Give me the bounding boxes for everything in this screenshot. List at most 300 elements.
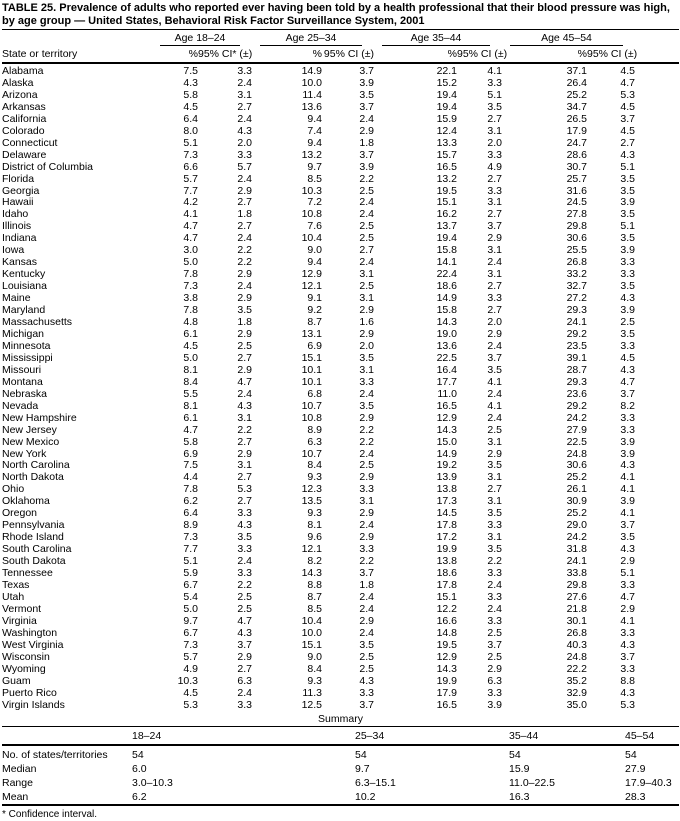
value-cell: 6.3 (307, 435, 322, 448)
value-cell: 3.1 (359, 495, 374, 508)
value-cell: 3.5 (237, 531, 252, 544)
state-name: Washington (2, 626, 58, 639)
summary-value-cell: 54 (132, 749, 144, 762)
value-cell: 3.7 (359, 100, 374, 113)
value-cell: 2.4 (237, 555, 252, 568)
summary-rows (2, 745, 679, 805)
value-cell: 2.5 (487, 626, 502, 639)
value-cell: 4.1 (620, 614, 635, 627)
value-cell: 14.3 (301, 567, 322, 580)
value-cell: 1.8 (237, 316, 252, 329)
value-cell: 15.1 (436, 196, 457, 209)
spacer-cell (635, 508, 679, 520)
state-name: Vermont (2, 602, 42, 615)
summary-col-header: 45–54 (625, 727, 679, 746)
value-cell: 24.1 (566, 555, 587, 568)
value-cell: 6.3 (487, 674, 502, 687)
state-name: Idaho (2, 208, 29, 221)
value-cell: 7.3 (183, 531, 198, 544)
value-cell: 4.3 (237, 626, 252, 639)
value-cell: 11.4 (302, 88, 322, 101)
value-cell: 19.5 (436, 638, 457, 651)
spacer-cell (635, 532, 679, 544)
value-cell: 26.1 (566, 483, 587, 496)
value-cell: 2.4 (359, 626, 374, 639)
table-row (2, 150, 679, 162)
value-cell: 5.4 (183, 590, 198, 603)
summary-value-cell: 9.7 (355, 763, 370, 776)
value-cell: 2.7 (237, 351, 252, 364)
value-cell: 2.4 (237, 76, 252, 89)
value-cell: 2.9 (487, 327, 502, 340)
value-cell: 3.1 (237, 88, 252, 101)
state-name: Wyoming (2, 662, 46, 675)
table-row (2, 688, 679, 700)
value-cell: 2.5 (359, 650, 374, 663)
value-cell: 4.7 (620, 590, 635, 603)
value-cell: 5.1 (487, 88, 502, 101)
value-cell: 3.3 (359, 686, 374, 699)
value-cell: 4.5 (620, 65, 635, 77)
spacer-cell (635, 413, 679, 425)
spacer-cell (635, 221, 679, 233)
state-name: Kentucky (2, 268, 46, 281)
value-cell: 6.7 (183, 578, 198, 591)
value-cell: 3.9 (620, 495, 635, 508)
value-cell: 5.8 (183, 435, 198, 448)
value-cell: 2.7 (487, 483, 502, 496)
spacer-cell (635, 460, 679, 472)
value-cell: 4.3 (620, 148, 635, 161)
value-cell: 6.2 (183, 495, 198, 508)
value-cell: 3.9 (359, 76, 374, 89)
value-cell: 4.1 (620, 483, 635, 496)
value-cell: 14.1 (436, 256, 457, 269)
state-name: Oregon (2, 507, 38, 520)
value-cell: 4.1 (487, 399, 502, 412)
value-cell: 2.4 (237, 232, 252, 245)
spacer-cell (635, 102, 679, 114)
value-cell: 5.0 (183, 351, 198, 364)
value-cell: 2.9 (237, 327, 252, 340)
value-cell: 25.2 (566, 88, 587, 101)
value-cell: 2.2 (359, 555, 374, 568)
value-cell: 10.0 (301, 76, 322, 89)
value-cell: 12.9 (301, 268, 322, 281)
value-cell: 2.4 (487, 602, 502, 615)
value-cell: 16.5 (436, 160, 457, 173)
value-cell: 4.7 (183, 423, 198, 436)
value-cell: 9.3 (307, 674, 322, 687)
value-cell: 15.1 (301, 638, 322, 651)
value-cell: 4.5 (620, 100, 635, 113)
spacer-cell (635, 604, 679, 616)
value-cell: 2.4 (487, 578, 502, 591)
value-cell: 2.0 (487, 316, 502, 329)
value-cell: 3.3 (487, 292, 502, 305)
value-cell: 6.1 (183, 411, 198, 424)
value-cell: 29.3 (566, 304, 587, 317)
summary-value-cell: 3.0–10.3 (132, 777, 173, 790)
table-title: TABLE 25. Prevalence of adults who reported ever having been told by a health professional that their blood pressure was high, by age group — United States, Behavioral Risk Factor Surveillance System, 2001 (2, 2, 670, 27)
value-cell: 5.0 (183, 256, 198, 269)
value-cell: 17.3 (436, 495, 457, 508)
value-cell: 27.2 (566, 292, 587, 305)
value-cell: 2.9 (359, 411, 374, 424)
value-cell: 19.4 (436, 232, 457, 245)
value-cell: 14.9 (301, 65, 322, 77)
spacer-cell (635, 150, 679, 162)
value-cell: 2.9 (359, 614, 374, 627)
value-cell: 3.7 (487, 220, 502, 233)
spacer-cell (635, 30, 679, 47)
value-cell: 6.1 (183, 327, 198, 340)
percent-column-header: % (252, 46, 322, 63)
value-cell: 3.9 (620, 196, 635, 209)
value-cell: 32.9 (566, 686, 587, 699)
value-cell: 3.9 (620, 244, 635, 257)
value-cell: 9.4 (307, 256, 322, 269)
age-group-label: Age 35–44 (382, 32, 490, 46)
state-name: Rhode Island (2, 531, 64, 544)
value-cell: 5.3 (237, 483, 252, 496)
value-cell: 3.5 (620, 208, 635, 221)
state-name: New Mexico (2, 435, 60, 448)
value-cell: 3.3 (237, 567, 252, 580)
value-cell: 25.7 (566, 172, 587, 185)
value-cell: 3.9 (620, 304, 635, 317)
value-cell: 29.3 (566, 375, 587, 388)
table-row (2, 126, 679, 138)
value-cell: 2.9 (359, 304, 374, 317)
value-cell: 3.1 (487, 244, 502, 257)
value-cell: 5.0 (183, 602, 198, 615)
state-name: Oklahoma (2, 495, 50, 508)
value-cell: 3.3 (620, 268, 635, 281)
value-cell: 32.7 (566, 280, 587, 293)
value-cell: 3.3 (487, 614, 502, 627)
value-cell: 13.8 (436, 555, 457, 568)
value-cell: 9.1 (307, 292, 322, 305)
value-cell: 9.7 (183, 614, 198, 627)
state-name: South Carolina (2, 543, 72, 556)
table-row (2, 174, 679, 186)
value-cell: 33.2 (566, 268, 587, 281)
value-cell: 2.5 (359, 459, 374, 472)
spacer-cell (635, 114, 679, 126)
value-cell: 13.5 (301, 495, 322, 508)
spacer-cell (635, 341, 679, 353)
value-cell: 13.3 (436, 136, 457, 149)
ci-column-header: 95% CI (±) (457, 46, 502, 63)
summary-row-label: Mean (2, 791, 29, 804)
value-cell: 9.0 (307, 650, 322, 663)
value-cell: 10.1 (301, 363, 322, 376)
value-cell: 28.7 (566, 363, 587, 376)
value-cell: 5.3 (183, 698, 198, 711)
value-cell: 2.4 (359, 519, 374, 532)
value-cell: 2.9 (237, 268, 252, 281)
value-cell: 12.9 (436, 650, 457, 663)
value-cell: 4.3 (237, 399, 252, 412)
percent-column-header: % (502, 46, 587, 63)
value-cell: 9.4 (307, 136, 322, 149)
value-cell: 14.9 (436, 447, 457, 460)
summary-value-cell: 54 (625, 749, 637, 762)
value-cell: 2.7 (487, 112, 502, 125)
state-name: Arkansas (2, 100, 46, 113)
value-cell: 5.1 (620, 160, 635, 173)
value-cell: 14.3 (436, 423, 457, 436)
value-cell: 8.4 (307, 662, 322, 675)
value-cell: 2.9 (487, 662, 502, 675)
value-cell: 19.4 (436, 100, 457, 113)
value-cell: 12.4 (436, 124, 457, 137)
value-cell: 19.2 (436, 459, 457, 472)
value-cell: 3.3 (237, 65, 252, 77)
value-cell: 7.8 (183, 483, 198, 496)
state-name: West Virginia (2, 638, 64, 651)
value-cell: 3.7 (620, 387, 635, 400)
value-cell: 7.3 (183, 148, 198, 161)
value-cell: 25.5 (566, 244, 587, 257)
value-cell: 26.8 (566, 256, 587, 269)
value-cell: 1.6 (359, 316, 374, 329)
value-cell: 5.8 (183, 88, 198, 101)
value-cell: 34.7 (566, 100, 587, 113)
spacer-cell (635, 556, 679, 568)
state-name: California (2, 112, 47, 125)
value-cell: 8.2 (620, 399, 635, 412)
value-cell: 4.7 (237, 614, 252, 627)
value-cell: 19.4 (436, 88, 457, 101)
value-cell: 23.6 (566, 387, 587, 400)
value-cell: 7.2 (307, 196, 322, 209)
value-cell: 25.2 (566, 507, 587, 520)
value-cell: 17.7 (436, 375, 457, 388)
value-cell: 2.4 (359, 447, 374, 460)
table-row (2, 425, 679, 437)
value-cell: 24.8 (566, 650, 587, 663)
value-cell: 2.7 (237, 100, 252, 113)
value-cell: 2.7 (487, 304, 502, 317)
value-cell: 12.3 (301, 483, 322, 496)
state-name: Massachusetts (2, 316, 73, 329)
value-cell: 4.8 (183, 316, 198, 329)
summary-value-cell: 16.3 (509, 791, 530, 804)
value-cell: 2.7 (237, 435, 252, 448)
spacer-cell (635, 652, 679, 664)
value-cell: 2.7 (237, 220, 252, 233)
spacer-cell (635, 174, 679, 186)
value-cell: 4.3 (620, 686, 635, 699)
spacer-cell (635, 257, 679, 269)
spacer-cell (635, 63, 679, 78)
percent-column-header: % (152, 46, 198, 63)
value-cell: 2.4 (237, 112, 252, 125)
value-cell: 9.2 (307, 304, 322, 317)
value-cell: 5.7 (183, 172, 198, 185)
value-cell: 4.4 (183, 471, 198, 484)
value-cell: 3.5 (487, 543, 502, 556)
value-cell: 37.1 (566, 65, 587, 77)
value-cell: 10.3 (177, 674, 198, 687)
value-cell: 17.8 (436, 578, 457, 591)
value-cell: 2.5 (359, 220, 374, 233)
spacer-cell (635, 245, 679, 257)
state-name: Tennessee (2, 567, 53, 580)
value-cell: 2.5 (359, 280, 374, 293)
value-cell: 22.4 (436, 268, 457, 281)
summary-value-cell: 54 (355, 749, 367, 762)
value-cell: 9.4 (307, 112, 322, 125)
state-name: Missouri (2, 363, 42, 376)
state-name: Pennsylvania (2, 519, 65, 532)
value-cell: 13.6 (301, 100, 322, 113)
value-cell: 16.2 (436, 208, 457, 221)
age-group-label: Age 18–24 (160, 32, 240, 46)
summary-row (2, 776, 679, 790)
value-cell: 4.3 (237, 124, 252, 137)
table-row (2, 63, 679, 78)
state-name: North Carolina (2, 459, 70, 472)
value-cell: 17.9 (566, 124, 587, 137)
value-cell: 6.4 (183, 112, 198, 125)
value-cell: 31.8 (566, 543, 587, 556)
value-cell: 4.1 (487, 375, 502, 388)
value-cell: 4.7 (620, 375, 635, 388)
spacer-cell (635, 472, 679, 484)
value-cell: 2.7 (359, 244, 374, 257)
state-name: Indiana (2, 232, 37, 245)
spacer-cell (635, 209, 679, 221)
state-name: Illinois (2, 220, 32, 233)
value-cell: 3.3 (620, 339, 635, 352)
spacer-cell (635, 520, 679, 532)
value-cell: 15.2 (436, 76, 457, 89)
value-cell: 2.9 (237, 292, 252, 305)
spacer-cell (635, 281, 679, 293)
value-cell: 22.1 (436, 65, 457, 77)
table-row (2, 616, 679, 628)
spacer-cell (635, 317, 679, 329)
value-cell: 3.5 (620, 280, 635, 293)
value-cell: 4.3 (620, 363, 635, 376)
state-name: Georgia (2, 184, 40, 197)
value-cell: 1.8 (237, 208, 252, 221)
value-cell: 35.2 (566, 674, 587, 687)
spacer-cell (635, 233, 679, 245)
value-cell: 4.7 (237, 375, 252, 388)
value-cell: 2.2 (359, 435, 374, 448)
spacer-cell (635, 293, 679, 305)
summary-header-row (2, 727, 679, 746)
state-name: Utah (2, 590, 25, 603)
spacer-cell (635, 126, 679, 138)
value-cell: 3.9 (359, 160, 374, 173)
state-name: Florida (2, 172, 35, 185)
spacer-cell (635, 449, 679, 461)
value-cell: 2.7 (487, 208, 502, 221)
value-cell: 5.1 (620, 220, 635, 233)
value-cell: 15.8 (436, 304, 457, 317)
spacer-cell (635, 305, 679, 317)
value-cell: 8.9 (183, 519, 198, 532)
value-cell: 2.9 (620, 602, 635, 615)
value-cell: 2.7 (620, 136, 635, 149)
state-name: Wisconsin (2, 650, 50, 663)
age-group-label: Age 25–34 (260, 32, 362, 46)
state-name: Ohio (2, 483, 25, 496)
footnote: * Confidence interval. (2, 809, 98, 821)
value-cell: 6.6 (183, 160, 198, 173)
spacer-cell (635, 329, 679, 341)
table-row (2, 365, 679, 377)
value-cell: 3.1 (487, 495, 502, 508)
value-cell: 2.0 (359, 339, 374, 352)
state-name: Connecticut (2, 136, 58, 149)
value-cell: 2.5 (237, 602, 252, 615)
summary-value-cell: 6.3–15.1 (355, 777, 396, 790)
value-cell: 2.9 (359, 507, 374, 520)
value-cell: 2.5 (359, 184, 374, 197)
value-cell: 7.8 (183, 268, 198, 281)
percent-column-header: % (374, 46, 457, 63)
table-row (2, 628, 679, 640)
state-name: North Dakota (2, 471, 64, 484)
value-cell: 25.2 (566, 471, 587, 484)
column-header-row (2, 46, 679, 63)
spacer-cell (635, 389, 679, 401)
spacer-cell (635, 401, 679, 413)
value-cell: 7.3 (183, 280, 198, 293)
summary-table (2, 726, 679, 806)
value-cell: 30.1 (566, 614, 587, 627)
state-name: Nebraska (2, 387, 47, 400)
value-cell: 4.1 (183, 208, 198, 221)
state-name: Virgin Islands (2, 698, 65, 711)
value-cell: 4.5 (183, 686, 198, 699)
value-cell: 10.3 (301, 184, 322, 197)
age-group-header-35-44 (374, 30, 502, 47)
value-cell: 5.7 (183, 650, 198, 663)
value-cell: 2.2 (487, 555, 502, 568)
value-cell: 11.0 (437, 387, 457, 400)
value-cell: 15.1 (301, 351, 322, 364)
value-cell: 3.5 (237, 304, 252, 317)
value-cell: 3.1 (359, 268, 374, 281)
value-cell: 26.4 (566, 76, 587, 89)
value-cell: 2.5 (359, 662, 374, 675)
value-cell: 3.5 (359, 638, 374, 651)
spacer-cell (635, 186, 679, 198)
value-cell: 22.2 (566, 662, 587, 675)
value-cell: 7.5 (183, 65, 198, 77)
value-cell: 4.5 (620, 124, 635, 137)
value-cell: 2.4 (359, 196, 374, 209)
spacer-cell (635, 78, 679, 90)
value-cell: 24.5 (566, 196, 587, 209)
value-cell: 3.3 (487, 590, 502, 603)
value-cell: 2.0 (237, 136, 252, 149)
value-cell: 29.2 (566, 327, 587, 340)
value-cell: 2.2 (237, 578, 252, 591)
state-name: Texas (2, 578, 30, 591)
value-cell: 4.3 (620, 292, 635, 305)
value-cell: 13.9 (436, 471, 457, 484)
value-cell: 5.5 (183, 387, 198, 400)
value-cell: 4.9 (487, 160, 502, 173)
